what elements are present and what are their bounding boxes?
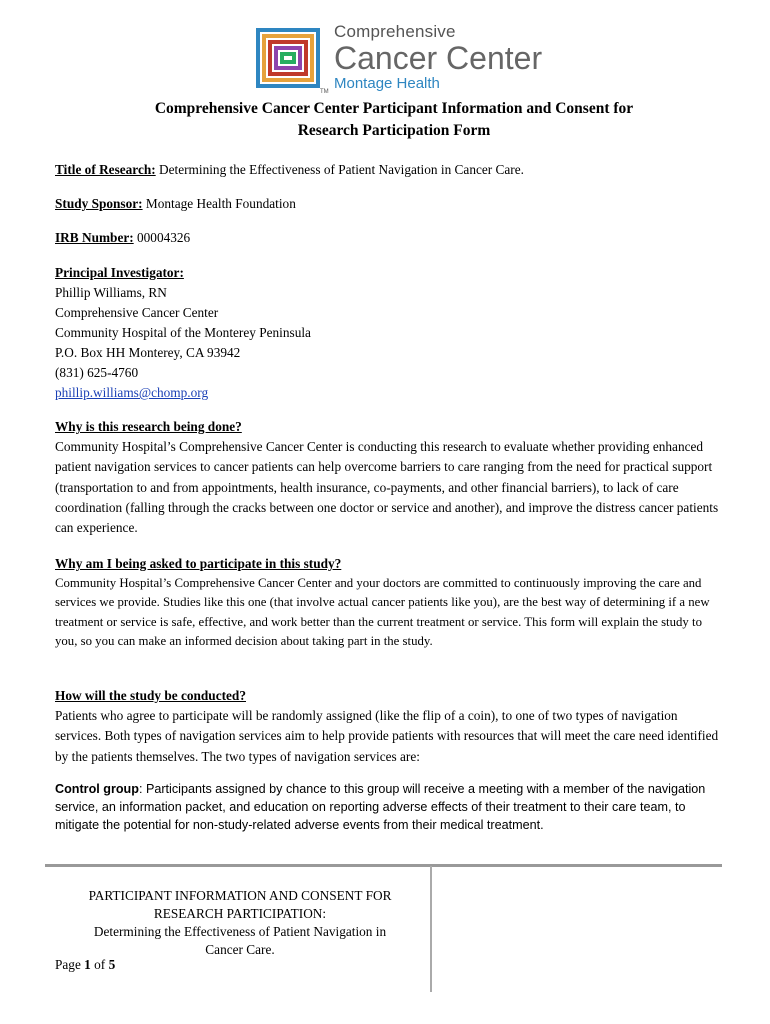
footer-line-3: Determining the Effectiveness of Patient Navigation in (93, 924, 387, 939)
pi-hospital: Community Hospital of the Monterey Peninsula (55, 325, 311, 340)
logo-line-montage-health: Montage Health (334, 75, 440, 92)
asked-heading: Why am I being asked to participate in this study? (55, 556, 342, 571)
sponsor-label: Study Sponsor: (55, 196, 143, 211)
why-heading: Why is this research being done? (55, 419, 242, 434)
principal-investigator (55, 263, 720, 403)
footer-column-divider (430, 866, 432, 992)
why-body: Community Hospital’s Comprehensive Cancer Center is conducting this research to evaluate whether providing enhanced patient navigation services to cancer patients can help overcome barriers to care ranging from the need for practical support (transportation to and from appointments, health insurance, co-payments, and other financial barriers), to lack of care coordination (falling through the cracks between one doctor or service and another), and improve the distress cancer patients can experience. (55, 439, 719, 536)
page-current: 1 (84, 957, 91, 972)
study-sponsor (55, 194, 720, 214)
logo-icon (256, 28, 326, 90)
section-why-research (55, 417, 720, 538)
irb-number (55, 228, 720, 248)
pi-phone: (831) 625-4760 (55, 365, 139, 380)
document-title (60, 98, 728, 142)
control-label: Control group (55, 782, 139, 796)
sponsor-value: Montage Health Foundation (142, 196, 296, 211)
pi-org: Comprehensive Cancer Center (55, 305, 219, 320)
footer-title (55, 887, 425, 959)
title-line-1: Comprehensive Cancer Center Participant Information and Consent for (154, 100, 634, 117)
title-line-2: Research Participation Form (297, 122, 491, 139)
page-number (55, 957, 115, 973)
pi-address: P.O. Box HH Monterey, CA 93942 (55, 345, 241, 360)
section-control-group (55, 780, 720, 834)
title-of-research (55, 160, 720, 180)
footer-line-2: RESEARCH PARTICIPATION: (153, 906, 327, 921)
irb-value: 00004326 (133, 230, 191, 245)
research-label: Title of Research: (55, 162, 156, 177)
how-body: Patients who agree to participate will be randomly assigned (like the flip of a coin), to one of two types of navigation services. Both types of navigation services aim to help provide patients with resources that will meet the care need identified by the patients themselves. The two types of navigation services are: (55, 708, 719, 764)
pi-label: Principal Investigator: (55, 265, 184, 280)
pi-name: Phillip Williams, RN (55, 285, 167, 300)
page-total: 5 (108, 957, 116, 972)
page-of: of (90, 957, 109, 972)
irb-label: IRB Number: (55, 230, 134, 245)
page-prefix: Page (55, 957, 85, 972)
logo-line-comprehensive: Comprehensive (334, 22, 456, 41)
footer-divider (45, 864, 722, 867)
asked-body: Community Hospital’s Comprehensive Cancer Center and your doctors are committed to continuously improving the care and services we provide. Studies like this one (that involve actual cancer patients like you), are the best way of determining if a new treatment or service is safe, effective, and work better than the current treatment or service. This form will explain the study to you, so you can make an informed decision about taking part in the study. (55, 575, 710, 649)
trademark-mark: TM (320, 89, 329, 95)
pi-email-link[interactable]: phillip.williams@chomp.org (55, 385, 209, 400)
research-value: Determining the Effectiveness of Patient Navigation in Cancer Care. (155, 162, 524, 177)
section-why-asked (55, 554, 720, 652)
footer-line-1: PARTICIPANT INFORMATION AND CONSENT FOR (88, 888, 392, 903)
section-how-conducted (55, 686, 720, 767)
footer-line-4: Cancer Care. (205, 942, 275, 957)
control-body: : Participants assigned by chance to this group will receive a meeting with a member of the navigation service, an information packet, and education on reporting adverse effects of their treatment to their care team, to mitigate the potential for non-study-related adverse events from their medical treatment. (55, 782, 706, 832)
logo-line-cancer-center: Cancer Center (334, 40, 543, 76)
how-heading: How will the study be conducted? (55, 688, 246, 703)
logo-wordmark (334, 22, 542, 92)
